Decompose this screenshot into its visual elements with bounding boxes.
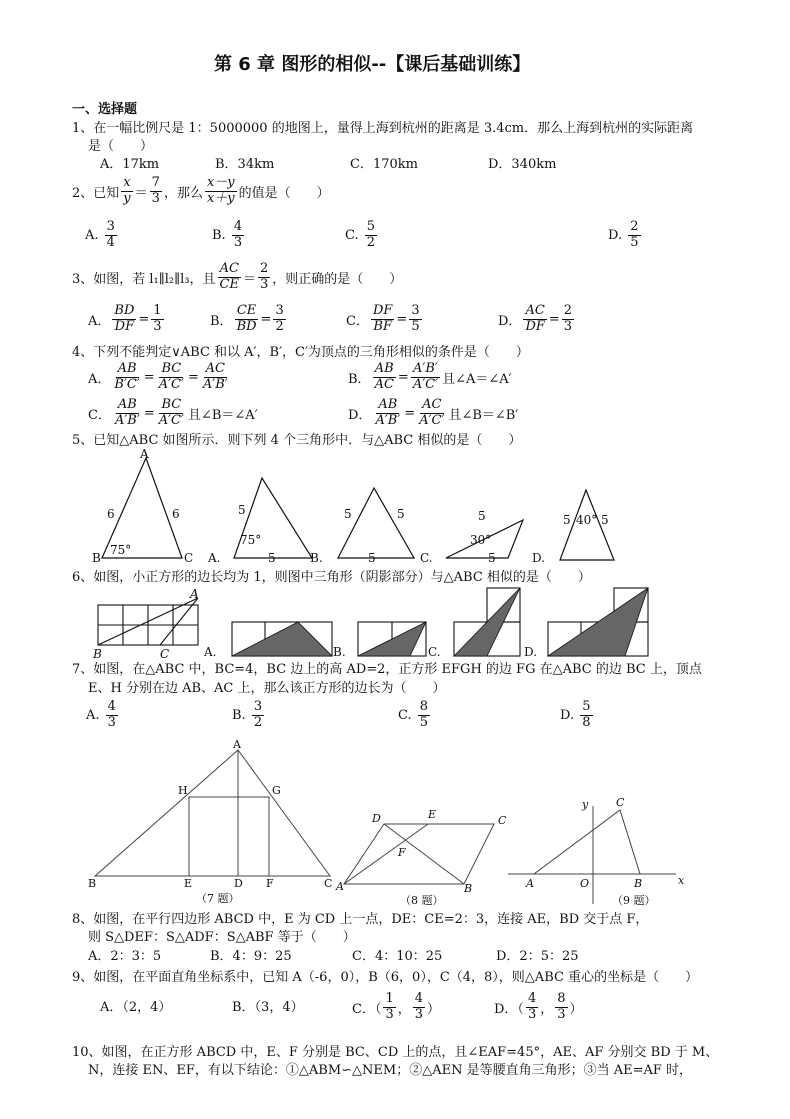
q9-option-a: A．（2，4） xyxy=(100,1000,172,1015)
svg-text:5: 5 xyxy=(397,507,405,521)
svg-text:A: A xyxy=(526,877,534,890)
svg-text:A.: A. xyxy=(204,645,217,659)
q6-text: 6、如图，小正方形的边长均为 1，则图中三角形（阴影部分）与△ABC 相似的是（ ） xyxy=(72,570,591,585)
q5-label-B: B xyxy=(92,551,101,565)
section-heading: 一、选择题 xyxy=(72,102,138,117)
svg-text:F: F xyxy=(398,846,406,859)
svg-text:F: F xyxy=(266,877,274,890)
q4-option-b: B． $\frac{AB}{AC}$ = $\frac{A'B'}{A'C'}$ 且∠A＝∠A′ xyxy=(348,361,512,392)
svg-text:75°: 75° xyxy=(110,543,132,557)
q4-option-d: D． $\frac{AB}{A'B'}$ = $\frac{AC}{A'C'}$ 且∠B＝∠B′ xyxy=(348,397,519,428)
q8-text-2: 则 S△DEF：S△ADF：S△ABF 等于（ ） xyxy=(88,930,356,945)
q2-post: 的值是（ ） xyxy=(238,185,330,201)
svg-text:5: 5 xyxy=(563,513,571,527)
q1-option-c: C．170km xyxy=(350,157,418,172)
svg-text:D.: D. xyxy=(524,645,538,659)
svg-text:C.: C. xyxy=(420,551,433,565)
svg-text:5: 5 xyxy=(601,513,609,527)
q2-frac-expr: $\frac{x-y}{x+y}$ xyxy=(206,175,235,206)
q1-text-2: 是（ ） xyxy=(88,139,154,154)
svg-text:D.: D. xyxy=(532,551,546,565)
q5-label-C: C xyxy=(184,551,194,565)
svg-text:5: 5 xyxy=(478,509,486,523)
svg-text:5: 5 xyxy=(344,507,352,521)
q2-option-c: C. $\frac{5}{2}$ xyxy=(345,219,376,250)
svg-text:O: O xyxy=(580,877,590,890)
q1-option-d: D．340km xyxy=(488,157,557,172)
q6-figure xyxy=(0,587,790,661)
svg-text:B.: B. xyxy=(333,645,346,659)
q6-shade-a xyxy=(232,622,332,656)
q2-option-d: D. $\frac{2}{5}$ xyxy=(608,219,639,250)
q4-option-c: C． $\frac{AB}{A'B'}$ = $\frac{BC}{A'C'}$ 且∠B＝∠A′ xyxy=(88,397,258,428)
svg-text:D: D xyxy=(234,877,243,890)
q2-frac-xy: $\frac{x}{y}$ xyxy=(123,175,131,206)
q8-text: 8、如图，在平行四边形 ABCD 中，E 为 CD 上一点，DE：CE=2：3，连接 AE，BD 交于点 F， xyxy=(72,912,649,927)
svg-text:5: 5 xyxy=(238,503,246,517)
fig9-triangle xyxy=(534,810,640,874)
svg-text:C: C xyxy=(160,647,170,661)
svg-text:5: 5 xyxy=(268,551,276,565)
svg-text:6: 6 xyxy=(172,507,180,521)
q9-option-c: C．（ $\frac{1}{3}$ ， $\frac{4}{3}$ ） xyxy=(352,991,441,1022)
q2-mid: ，那么 xyxy=(163,185,203,201)
svg-text:30°: 30° xyxy=(470,533,492,547)
q10-text: 10、如图，在正方形 ABCD 中，E、F 分别是 BC、CD 上的点，且∠EAF=45°，AE、AF 分别交 BD 于 M、 xyxy=(72,1045,719,1060)
svg-text:B: B xyxy=(88,877,97,890)
svg-text:C.: C. xyxy=(428,645,441,659)
q2-pre: 2、已知 xyxy=(72,185,120,201)
q1-option-a: A．17km xyxy=(100,157,160,172)
q4-text: 4、下列不能判定∨ABC 和以 A′，B′，C′为顶点的三角形相似的条件是（ ） xyxy=(72,345,529,360)
page-title: 第 6 章 图形的相似--【课后基础训练】 xyxy=(214,54,531,75)
svg-text:75°: 75° xyxy=(240,533,262,547)
q2-option-a: A. $\frac{3}{4}$ xyxy=(85,219,115,250)
svg-text:6: 6 xyxy=(107,507,115,521)
svg-text:A: A xyxy=(190,587,199,601)
svg-text:G: G xyxy=(272,784,281,797)
q7-option-b: B. $\frac{3}{2}$ xyxy=(232,699,263,730)
svg-text:C: C xyxy=(498,814,507,827)
q1-text: 1、在一幅比例尺是 1：5000000 的地图上，量得上海到杭州的距离是 3.4cm．那么上海到杭州的实际距离 xyxy=(72,121,694,136)
q1-option-b: B．34km xyxy=(215,157,275,172)
svg-text:B: B xyxy=(93,647,102,661)
svg-text:5: 5 xyxy=(488,551,496,565)
q3-option-b: B． $\frac{CE}{BD}$ = $\frac{3}{2}$ xyxy=(210,303,284,334)
svg-text:A: A xyxy=(336,880,344,893)
svg-text:x: x xyxy=(678,874,685,887)
q3-option-a: A． $\frac{BD}{DF}$ = $\frac{1}{3}$ xyxy=(88,303,162,334)
q8-option-b: B．4：9：25 xyxy=(210,949,292,964)
fig8-parallelogram xyxy=(344,824,494,884)
q9-text: 9、如图，在平面直角坐标系中，已知 A（-6，0），B（6，0），C（4，8），则△ABC 重心的坐标是（ ） xyxy=(72,970,699,985)
svg-text:A.: A. xyxy=(208,551,221,565)
q3-option-d: D． $\frac{AC}{DF}$ = $\frac{2}{3}$ xyxy=(498,303,573,334)
q3-option-c: C． $\frac{DF}{BF}$ = $\frac{3}{5}$ xyxy=(346,303,420,334)
q8-option-a: A．2：3：5 xyxy=(88,949,162,964)
q3-stem: 3、如图，若 l₁∥l₂∥l₃，且 $\frac{AC}{CE}$ ＝ $\frac{2}{3}$ ，则正确的是（ ） xyxy=(72,261,403,292)
svg-text:B: B xyxy=(464,882,473,895)
q2-eq: ＝ xyxy=(134,185,148,201)
svg-text:（9 题）: （9 题） xyxy=(612,894,656,907)
svg-text:A: A xyxy=(233,738,241,751)
svg-text:E: E xyxy=(428,808,437,821)
q5-figure xyxy=(0,448,790,568)
q2-stem xyxy=(72,176,330,207)
q5-opt-b-triangle xyxy=(338,488,414,558)
q7-option-a: A. $\frac{4}{3}$ xyxy=(86,699,116,730)
q8-option-d: D．2：5：25 xyxy=(496,949,579,964)
q9-option-d: D．（ $\frac{4}{3}$ ， $\frac{8}{3}$ ） xyxy=(494,991,583,1022)
q10-text-2: N，连接 EN、EF，有以下结论：①△ABM∽△NEM；②△AEN 是等腰直角三角形；③当 AE=AF 时， xyxy=(88,1063,693,1078)
fig7-square xyxy=(189,797,269,876)
figures-7-8-9 xyxy=(0,738,790,908)
svg-text:D: D xyxy=(372,812,381,825)
q7-option-d: D. $\frac{5}{8}$ xyxy=(560,699,591,730)
q9-option-b: B．（3，4） xyxy=(232,1000,304,1015)
svg-text:H: H xyxy=(178,784,188,797)
svg-text:40°: 40° xyxy=(576,513,598,527)
q8-option-c: C．4：10：25 xyxy=(352,949,443,964)
svg-text:E: E xyxy=(184,877,193,890)
q2-option-b: B. $\frac{4}{3}$ xyxy=(212,219,243,250)
q4-option-a: A． $\frac{AB}{B'C'}$ = $\frac{BC}{A'C'}$ = $\frac{AC}{A'B'}$ xyxy=(88,361,228,392)
svg-text:C: C xyxy=(324,877,333,890)
svg-text:（8 题）: （8 题） xyxy=(400,894,444,907)
q7-option-c: C. $\frac{8}{5}$ xyxy=(398,699,429,730)
svg-text:y: y xyxy=(582,798,589,811)
q7-text: 7、如图，在△ABC 中，BC=4，BC 边上的高 AD=2，正方形 EFGH 的边 FG 在△ABC 的边 BC 上，顶点 xyxy=(72,662,702,677)
svg-text:B.: B. xyxy=(310,551,323,565)
fig7-triangle xyxy=(95,750,330,876)
svg-text:C: C xyxy=(616,796,625,809)
q5-label-A: A xyxy=(140,447,149,461)
q2-frac-73: $\frac{7}{3}$ xyxy=(151,175,160,206)
svg-text:B: B xyxy=(634,877,643,890)
q5-text: 5、已知△ABC 如图所示．则下列 4 个三角形中．与△ABC 相似的是（ ） xyxy=(72,433,522,448)
svg-text:5: 5 xyxy=(368,551,376,565)
q7-text-2: E、H 分别在边 AB、AC 上，那么该正方形的边长为（ ） xyxy=(88,681,446,696)
svg-text:（7 题）: （7 题） xyxy=(196,892,240,905)
